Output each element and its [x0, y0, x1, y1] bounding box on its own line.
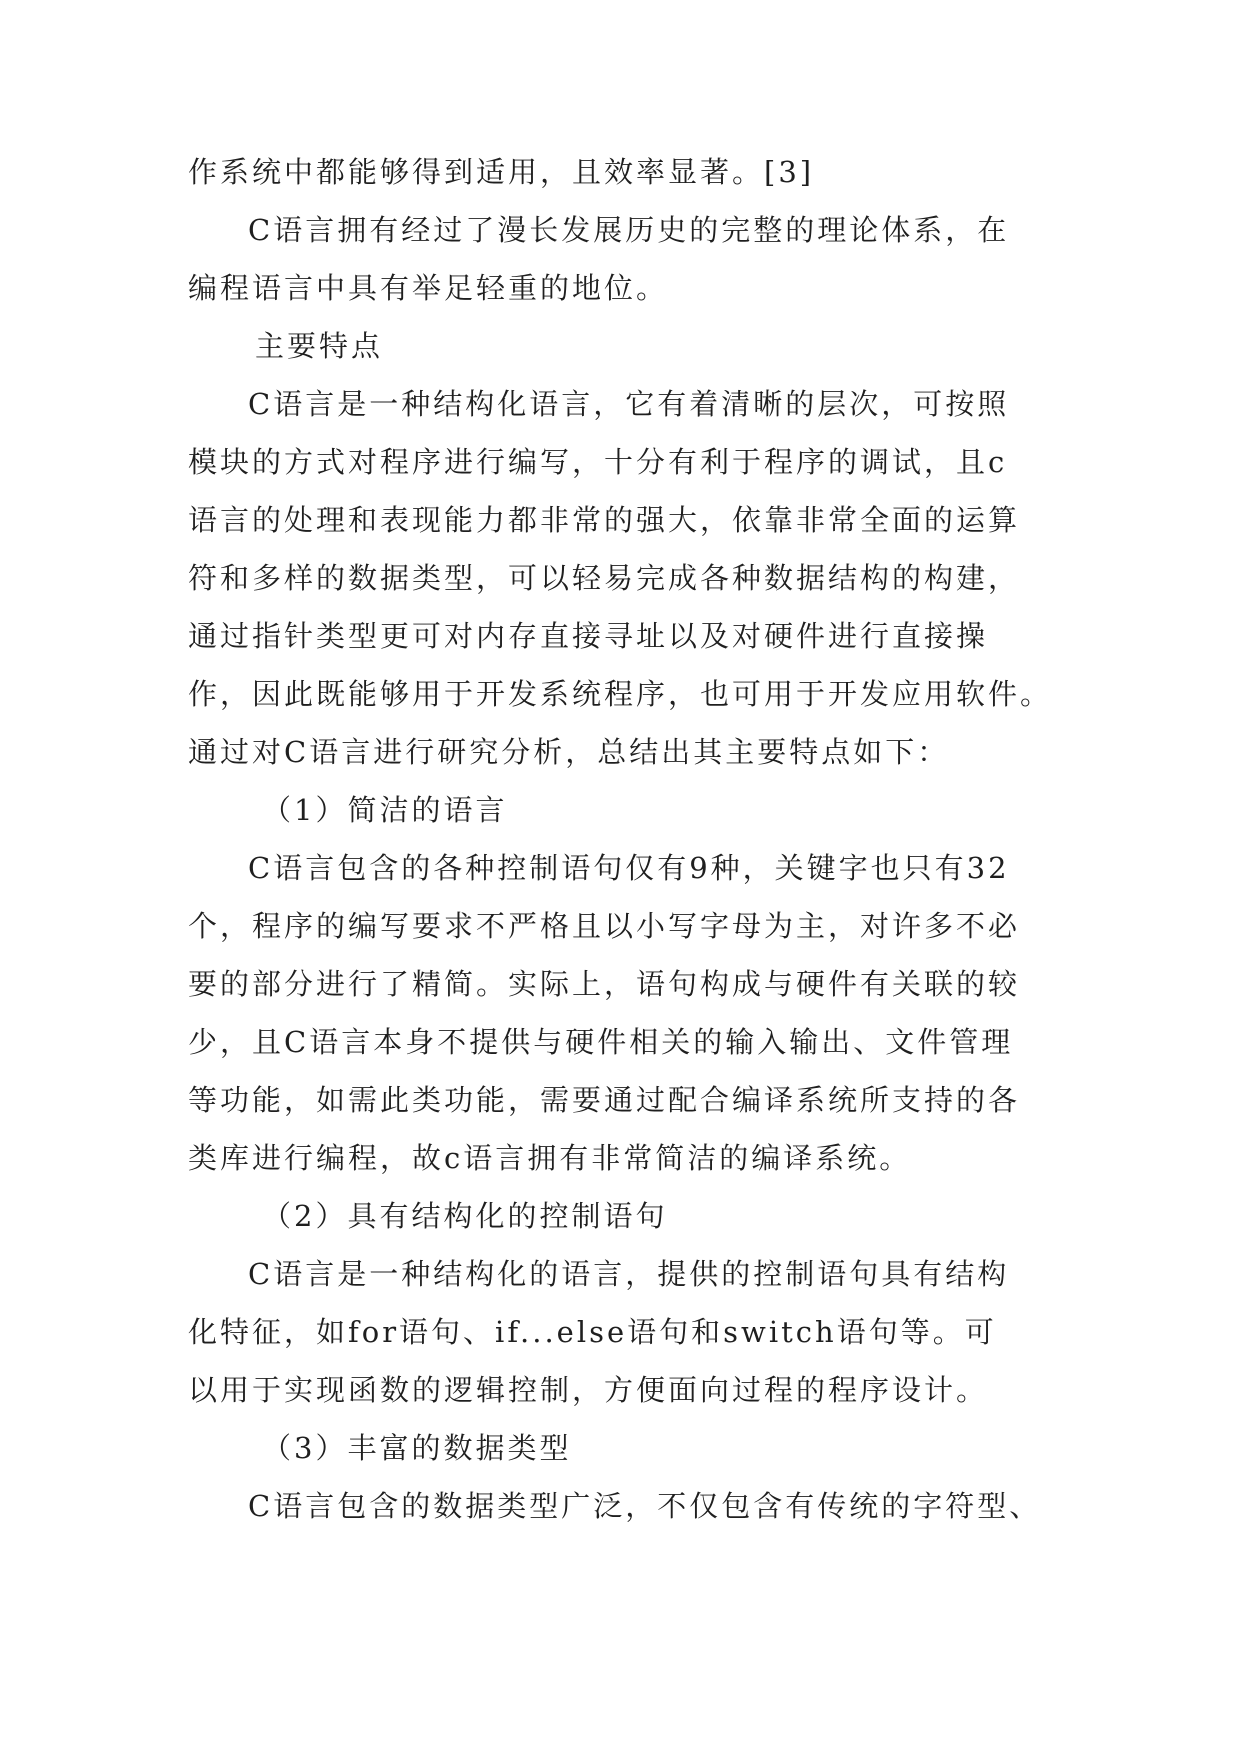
section-heading: 主要特点 — [255, 329, 384, 363]
text-line: 通过对C语言进行研究分析，总结出其主要特点如下： — [188, 735, 950, 769]
subsection-heading: （3）丰富的数据类型 — [262, 1431, 572, 1465]
text-line: 要的部分进行了精简。实际上，语句构成与硬件有关联的较 — [188, 967, 1021, 1001]
text-line: 等功能，如需此类功能，需要通过配合编译系统所支持的各 — [188, 1083, 1021, 1117]
text-line: 以用于实现函数的逻辑控制，方便面向过程的程序设计。 — [188, 1373, 989, 1407]
text-line: 作，因此既能够用于开发系统程序，也可用于开发应用软件。 — [188, 677, 1053, 711]
text-line: 化特征，如for语句、if...else语句和switch语句等。可 — [188, 1315, 997, 1349]
text-line: 模块的方式对程序进行编写，十分有利于程序的调试，且c — [188, 445, 1008, 479]
text-line: C语言包含的各种控制语句仅有9种，关键字也只有32 — [248, 851, 1010, 885]
text-line: 类库进行编程，故c语言拥有非常简洁的编译系统。 — [188, 1141, 912, 1175]
subsection-heading: （2）具有结构化的控制语句 — [262, 1199, 668, 1233]
text-line: 语言的处理和表现能力都非常的强大，依靠非常全面的运算 — [188, 503, 1021, 537]
text-line: 少，且C语言本身不提供与硬件相关的输入输出、文件管理 — [188, 1025, 1014, 1059]
subsection-heading: （1）简洁的语言 — [262, 793, 508, 827]
text-line: 通过指针类型更可对内存直接寻址以及对硬件进行直接操 — [188, 619, 989, 653]
text-line: C语言是一种结构化语言，它有着清晰的层次，可按照 — [248, 387, 1010, 421]
text-line: C语言拥有经过了漫长发展历史的完整的理论体系，在 — [248, 213, 1010, 247]
text-line: 作系统中都能够得到适用，且效率显著。[3] — [188, 155, 815, 189]
text-line: 个，程序的编写要求不严格且以小写字母为主，对许多不必 — [188, 909, 1021, 943]
text-line: C语言包含的数据类型广泛，不仅包含有传统的字符型、 — [248, 1489, 1042, 1523]
text-line: 编程语言中具有举足轻重的地位。 — [188, 271, 669, 305]
text-line: C语言是一种结构化的语言，提供的控制语句具有结构 — [248, 1257, 1010, 1291]
text-line: 符和多样的数据类型，可以轻易完成各种数据结构的构建， — [188, 561, 1021, 595]
